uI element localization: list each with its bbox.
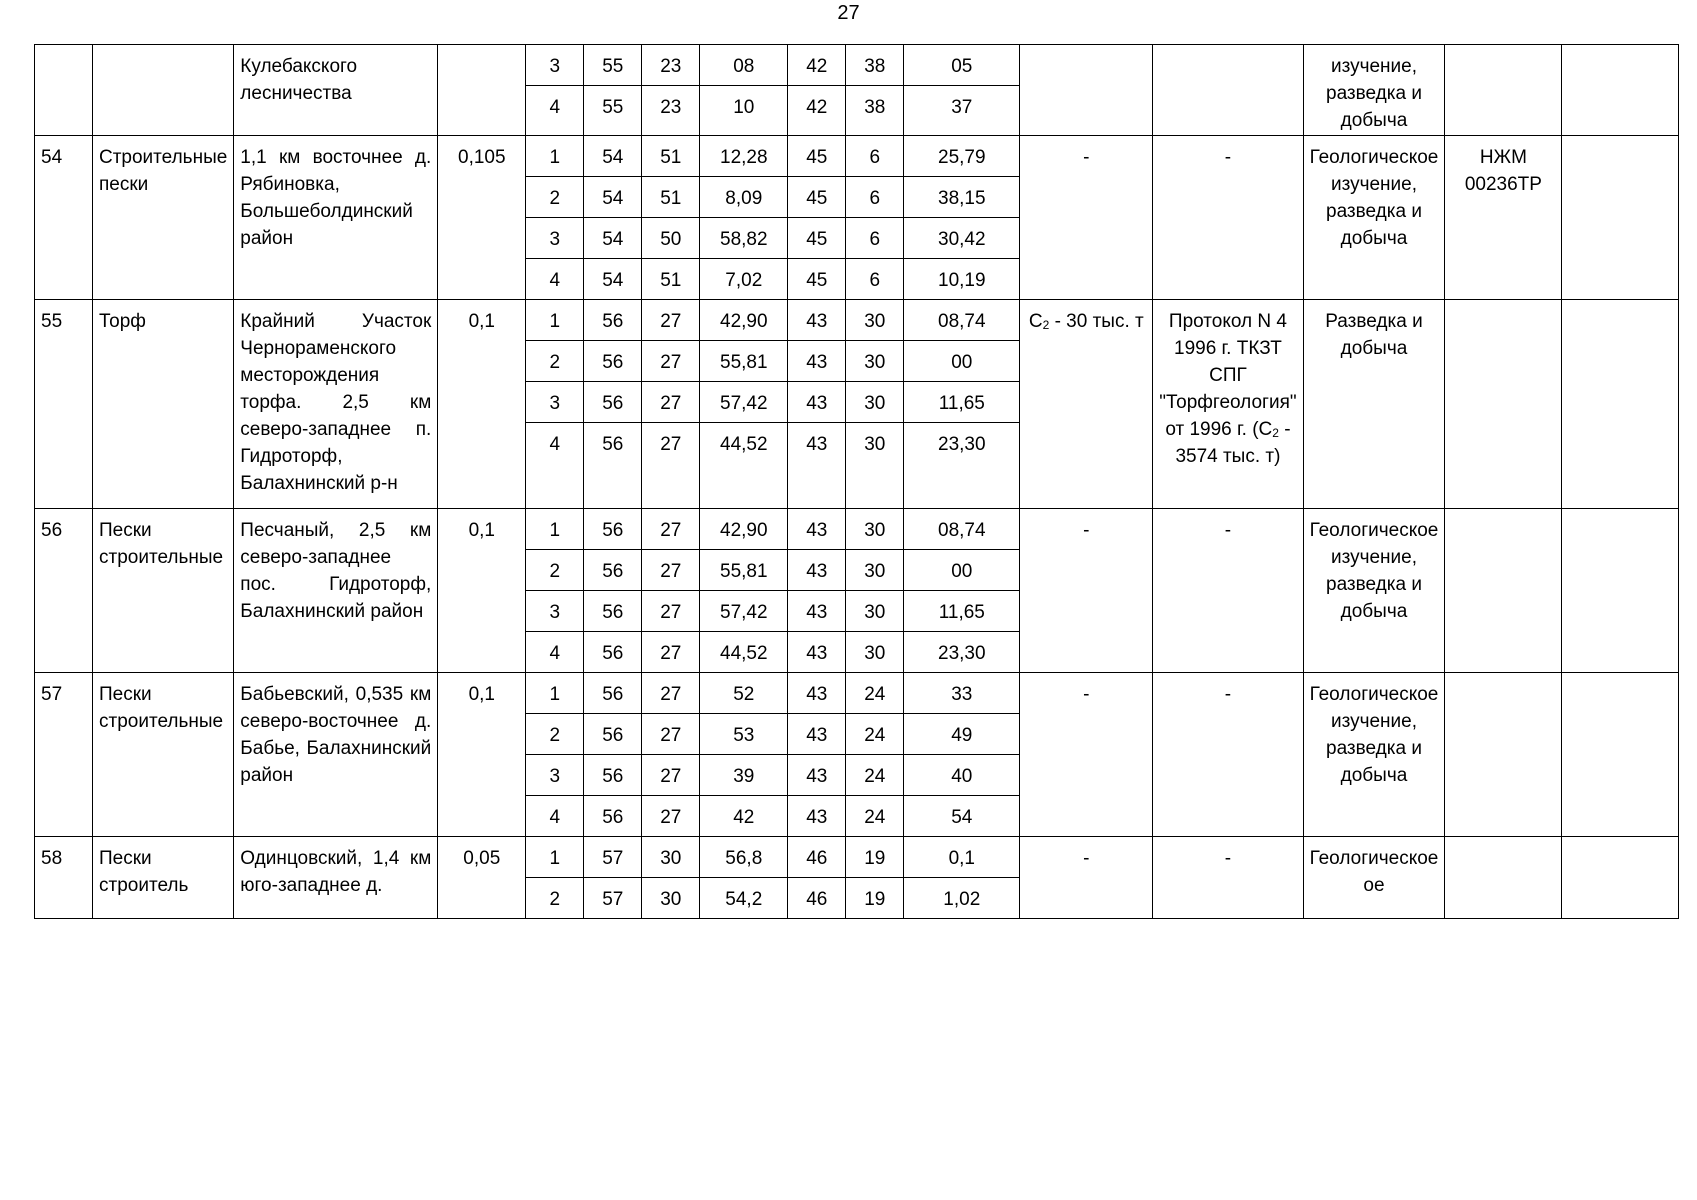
longitude-minutes: 38 <box>846 86 904 136</box>
latitude-seconds: 39 <box>700 755 788 796</box>
longitude-seconds: 37 <box>904 86 1020 136</box>
point-number: 2 <box>526 714 584 755</box>
latitude-minutes: 27 <box>642 632 700 673</box>
longitude-minutes: 6 <box>846 136 904 177</box>
latitude-minutes: 27 <box>642 509 700 550</box>
table-row <box>35 45 1679 86</box>
latitude-minutes: 27 <box>642 755 700 796</box>
longitude-minutes: 30 <box>846 300 904 341</box>
area-value: 0,1 <box>438 509 526 673</box>
point-number: 2 <box>526 341 584 382</box>
longitude-minutes: 19 <box>846 837 904 878</box>
approval-protocol: - <box>1153 136 1303 300</box>
longitude-minutes: 30 <box>846 382 904 423</box>
longitude-degrees: 42 <box>788 45 846 86</box>
row-number <box>35 45 93 136</box>
row-number: 58 <box>35 837 93 919</box>
longitude-seconds: 25,79 <box>904 136 1020 177</box>
usage-purpose: Геологическое изучение, разведка и добыча <box>1303 136 1445 300</box>
point-number: 3 <box>526 45 584 86</box>
protocol-text: Протокол N 4 1996 г. ТКЗТ СПГ "Торфгеология" от 1996 г. (C <box>1159 311 1297 440</box>
longitude-degrees: 43 <box>788 550 846 591</box>
longitude-minutes: 24 <box>846 796 904 837</box>
point-number: 1 <box>526 509 584 550</box>
latitude-seconds: 58,82 <box>700 218 788 259</box>
latitude-minutes: 30 <box>642 878 700 919</box>
point-number: 4 <box>526 86 584 136</box>
longitude-minutes: 30 <box>846 591 904 632</box>
latitude-degrees: 55 <box>584 45 642 86</box>
longitude-degrees: 43 <box>788 673 846 714</box>
longitude-degrees: 43 <box>788 632 846 673</box>
latitude-degrees: 56 <box>584 550 642 591</box>
latitude-degrees: 54 <box>584 259 642 300</box>
latitude-minutes: 27 <box>642 673 700 714</box>
reserves-info: - <box>1020 136 1153 300</box>
reserves-rest: - 30 тыс. т <box>1049 311 1144 332</box>
latitude-minutes: 23 <box>642 45 700 86</box>
longitude-seconds: 0,1 <box>904 837 1020 878</box>
area-value: 0,105 <box>438 136 526 300</box>
longitude-degrees: 45 <box>788 177 846 218</box>
latitude-degrees: 56 <box>584 755 642 796</box>
longitude-seconds: 08,74 <box>904 509 1020 550</box>
latitude-degrees: 57 <box>584 878 642 919</box>
longitude-degrees: 43 <box>788 382 846 423</box>
latitude-seconds: 12,28 <box>700 136 788 177</box>
latitude-seconds: 08 <box>700 45 788 86</box>
longitude-degrees: 43 <box>788 509 846 550</box>
point-number: 1 <box>526 673 584 714</box>
longitude-degrees: 42 <box>788 86 846 136</box>
latitude-seconds: 53 <box>700 714 788 755</box>
subsoil-registry-table <box>34 44 1679 919</box>
table-row <box>35 300 1679 341</box>
license-number <box>1445 300 1562 509</box>
usage-purpose: Геологическое изучение, разведка и добыча <box>1303 673 1445 837</box>
license-number <box>1445 509 1562 673</box>
latitude-degrees: 54 <box>584 177 642 218</box>
latitude-minutes: 27 <box>642 591 700 632</box>
longitude-minutes: 24 <box>846 714 904 755</box>
latitude-degrees: 56 <box>584 632 642 673</box>
protocol-subscript: 2 <box>1272 426 1279 440</box>
approval-protocol <box>1153 300 1303 509</box>
table-row <box>35 673 1679 714</box>
latitude-degrees: 56 <box>584 382 642 423</box>
latitude-minutes: 27 <box>642 341 700 382</box>
latitude-seconds: 54,2 <box>700 878 788 919</box>
longitude-seconds: 23,30 <box>904 423 1020 509</box>
latitude-degrees: 56 <box>584 341 642 382</box>
latitude-minutes: 27 <box>642 382 700 423</box>
latitude-minutes: 50 <box>642 218 700 259</box>
longitude-degrees: 45 <box>788 218 846 259</box>
extra-column <box>1562 837 1679 919</box>
latitude-degrees: 56 <box>584 673 642 714</box>
license-number: НЖМ 00236ТР <box>1445 136 1562 300</box>
latitude-seconds: 7,02 <box>700 259 788 300</box>
latitude-seconds: 42,90 <box>700 300 788 341</box>
longitude-minutes: 19 <box>846 878 904 919</box>
longitude-degrees: 43 <box>788 423 846 509</box>
latitude-seconds: 44,52 <box>700 423 788 509</box>
latitude-degrees: 56 <box>584 591 642 632</box>
latitude-degrees: 56 <box>584 300 642 341</box>
latitude-minutes: 51 <box>642 259 700 300</box>
longitude-seconds: 11,65 <box>904 382 1020 423</box>
longitude-minutes: 30 <box>846 509 904 550</box>
usage-purpose: Геологическое изучение, разведка и добыча <box>1303 509 1445 673</box>
extra-column <box>1562 509 1679 673</box>
longitude-minutes: 30 <box>846 632 904 673</box>
longitude-degrees: 45 <box>788 259 846 300</box>
usage-purpose: Геологическое ое <box>1303 837 1445 919</box>
longitude-minutes: 24 <box>846 755 904 796</box>
deposit-location: Песчаный, 2,5 км северо-западнее пос. Гидроторф, Балахнинский район <box>234 509 438 673</box>
reserves-subscript: 2 <box>1042 318 1050 332</box>
point-number: 3 <box>526 382 584 423</box>
longitude-seconds: 40 <box>904 755 1020 796</box>
point-number: 4 <box>526 423 584 509</box>
latitude-degrees: 56 <box>584 509 642 550</box>
longitude-seconds: 38,15 <box>904 177 1020 218</box>
deposit-location: Бабьевский, 0,535 км северо-восточнее д. Бабье, Балахнинский район <box>234 673 438 837</box>
table-row <box>35 509 1679 550</box>
point-number: 3 <box>526 755 584 796</box>
extra-column <box>1562 300 1679 509</box>
latitude-minutes: 30 <box>642 837 700 878</box>
latitude-seconds: 8,09 <box>700 177 788 218</box>
latitude-minutes: 51 <box>642 136 700 177</box>
longitude-degrees: 46 <box>788 837 846 878</box>
point-number: 4 <box>526 632 584 673</box>
latitude-seconds: 56,8 <box>700 837 788 878</box>
longitude-seconds: 49 <box>904 714 1020 755</box>
approval-protocol: - <box>1153 509 1303 673</box>
longitude-degrees: 43 <box>788 755 846 796</box>
license-number <box>1445 45 1562 136</box>
usage-purpose: изучение, разведка и добыча <box>1303 45 1445 136</box>
latitude-degrees: 55 <box>584 86 642 136</box>
mineral-type: Пески строитель <box>93 837 234 919</box>
longitude-seconds: 00 <box>904 550 1020 591</box>
longitude-seconds: 08,74 <box>904 300 1020 341</box>
latitude-degrees: 54 <box>584 136 642 177</box>
longitude-seconds: 10,19 <box>904 259 1020 300</box>
latitude-minutes: 27 <box>642 714 700 755</box>
latitude-seconds: 42,90 <box>700 509 788 550</box>
longitude-minutes: 38 <box>846 45 904 86</box>
latitude-degrees: 56 <box>584 714 642 755</box>
reserves-info: - <box>1020 673 1153 837</box>
extra-column <box>1562 136 1679 300</box>
latitude-seconds: 57,42 <box>700 382 788 423</box>
mineral-type: Строительные пески <box>93 136 234 300</box>
area-value: 0,1 <box>438 673 526 837</box>
area-value: 0,05 <box>438 837 526 919</box>
page-number: 27 <box>837 2 860 24</box>
longitude-seconds: 00 <box>904 341 1020 382</box>
row-number: 55 <box>35 300 93 509</box>
deposit-location: Кулебакского лесничества <box>234 45 438 136</box>
approval-protocol: - <box>1153 673 1303 837</box>
protocol-rest: - 3574 тыс. т) <box>1175 419 1291 467</box>
point-number: 2 <box>526 177 584 218</box>
area-value: 0,1 <box>438 300 526 509</box>
license-number <box>1445 837 1562 919</box>
longitude-seconds: 30,42 <box>904 218 1020 259</box>
latitude-degrees: 54 <box>584 218 642 259</box>
longitude-degrees: 43 <box>788 300 846 341</box>
point-number: 2 <box>526 878 584 919</box>
longitude-degrees: 43 <box>788 796 846 837</box>
latitude-minutes: 51 <box>642 177 700 218</box>
extra-column <box>1562 45 1679 136</box>
reserves-info <box>1020 300 1153 509</box>
point-number: 1 <box>526 300 584 341</box>
longitude-degrees: 43 <box>788 591 846 632</box>
longitude-degrees: 43 <box>788 341 846 382</box>
mineral-type: Пески строительные <box>93 673 234 837</box>
license-number <box>1445 673 1562 837</box>
latitude-minutes: 27 <box>642 423 700 509</box>
longitude-minutes: 6 <box>846 259 904 300</box>
area-value <box>438 45 526 136</box>
usage-purpose: Разведка и добыча <box>1303 300 1445 509</box>
deposit-location: 1,1 км восточнее д. Рябиновка, Большеболдинский район <box>234 136 438 300</box>
point-number: 1 <box>526 136 584 177</box>
latitude-seconds: 55,81 <box>700 341 788 382</box>
mineral-type: Пески строительные <box>93 509 234 673</box>
longitude-degrees: 43 <box>788 714 846 755</box>
longitude-seconds: 1,02 <box>904 878 1020 919</box>
latitude-degrees: 57 <box>584 837 642 878</box>
row-number: 57 <box>35 673 93 837</box>
latitude-degrees: 56 <box>584 423 642 509</box>
point-number: 3 <box>526 591 584 632</box>
approval-protocol <box>1153 45 1303 136</box>
table-row <box>35 136 1679 177</box>
longitude-seconds: 33 <box>904 673 1020 714</box>
longitude-degrees: 45 <box>788 136 846 177</box>
latitude-seconds: 44,52 <box>700 632 788 673</box>
longitude-seconds: 11,65 <box>904 591 1020 632</box>
longitude-minutes: 30 <box>846 341 904 382</box>
point-number: 2 <box>526 550 584 591</box>
latitude-minutes: 23 <box>642 86 700 136</box>
row-number: 54 <box>35 136 93 300</box>
longitude-minutes: 6 <box>846 177 904 218</box>
reserves-info <box>1020 45 1153 136</box>
point-number: 4 <box>526 796 584 837</box>
extra-column <box>1562 673 1679 837</box>
latitude-seconds: 42 <box>700 796 788 837</box>
latitude-minutes: 27 <box>642 550 700 591</box>
latitude-seconds: 57,42 <box>700 591 788 632</box>
longitude-degrees: 46 <box>788 878 846 919</box>
latitude-seconds: 10 <box>700 86 788 136</box>
longitude-minutes: 30 <box>846 550 904 591</box>
mineral-type: Торф <box>93 300 234 509</box>
mineral-type <box>93 45 234 136</box>
reserves-info: - <box>1020 837 1153 919</box>
longitude-seconds: 23,30 <box>904 632 1020 673</box>
longitude-minutes: 30 <box>846 423 904 509</box>
point-number: 3 <box>526 218 584 259</box>
deposit-location: Крайний Участок Чернораменского месторождения торфа. 2,5 км северо-западнее п. Гидроторф, Балахнинский р-н <box>234 300 438 509</box>
longitude-minutes: 6 <box>846 218 904 259</box>
point-number: 1 <box>526 837 584 878</box>
latitude-seconds: 55,81 <box>700 550 788 591</box>
longitude-seconds: 54 <box>904 796 1020 837</box>
longitude-seconds: 05 <box>904 45 1020 86</box>
deposit-location: Одинцовский, 1,4 км юго-западнее д. <box>234 837 438 919</box>
longitude-minutes: 24 <box>846 673 904 714</box>
reserves-text: C <box>1028 311 1043 332</box>
table-row <box>35 837 1679 878</box>
approval-protocol: - <box>1153 837 1303 919</box>
point-number: 4 <box>526 259 584 300</box>
latitude-minutes: 27 <box>642 300 700 341</box>
latitude-minutes: 27 <box>642 796 700 837</box>
latitude-degrees: 56 <box>584 796 642 837</box>
latitude-seconds: 52 <box>700 673 788 714</box>
row-number: 56 <box>35 509 93 673</box>
reserves-info: - <box>1020 509 1153 673</box>
